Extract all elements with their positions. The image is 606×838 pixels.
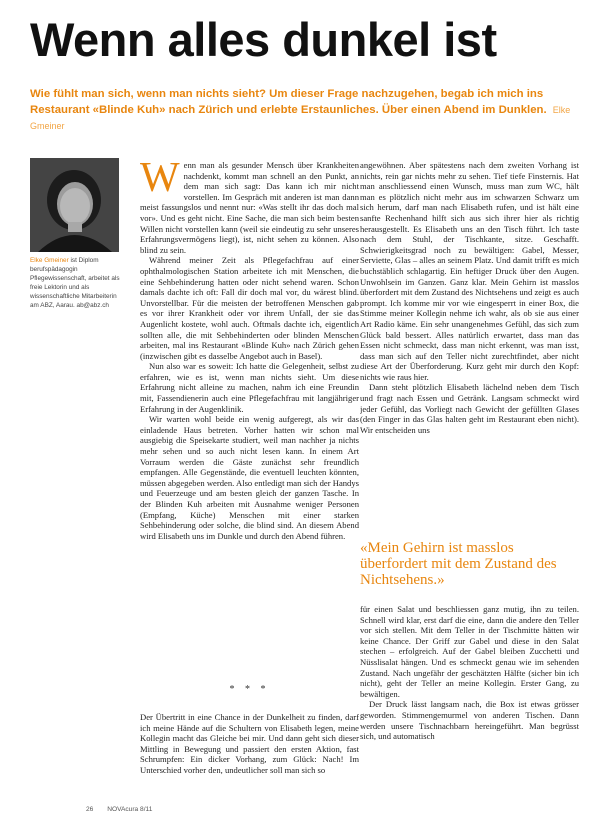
bio-text: ist Diplom berufspädagogin Pflegewissenschaft, arbeitet als freie Lektorin und als wissenschaftliche Mitarbeiterin am ABZ, Aarau. ab@abz.ch	[30, 257, 120, 309]
body-paragraph: angewöhnen. Aber spätestens nach dem zweiten Vorhang ist nichts, rein gar nichts mehr zu sehen. Tief tiefe Finsternis. Hat man anschliessend einen Wunsch, muss man zum WC, hält man es plötzlich nicht mehr aus im schwarzen Schwarz um sich herum, darf man nach Elisabeth rufen, und ist hält eine sanfte Rechenhand hilft sich aus sich ihrer hier als richtig herausgestellt. Es Elisabeth uns an den Tisch führt. Ich taste nach dem Stuhl, der Tischkante, sitze. Geschafft. Schwierigkeitsgrad noch zu bewältigen: Gabel, Messer, Serviette, Glas – alles an seinem Platz. Und damit trifft es mich buchstäblich schlagartig. Ein heftiger Druck über den Augen. Unwohlsein im Ganzen. Ganz klar. Mein Gehirn ist masslos überfordert mit dem Zustand des Nichtsehens und zeigt es auch prompt. Ich komme mir vor wie eingesperrt in einer Box, die Stimme meiner Kollegin nehme ich wahr, als ob sie aus einer Art Radio käme. Ein sehr unangenehmes Gefühl, das sich zum Glück bald bessert. Alles natürlich erwartet, dass man das Essen nicht schmeckt, dass man nicht erkennt, was man isst, dass man sich auf den Teller nicht zurechtfindet, aber nicht diese Art der Überforderung. Kurz geht mir durch den Kopf: nichts wie raus hier.	[360, 160, 579, 382]
publication-name: NOVAcura 8/11	[107, 806, 153, 813]
bio-name: Elke Gmeiner	[30, 257, 69, 264]
author-byline: Elke Gmeiner	[30, 105, 571, 131]
body-column-1	[140, 160, 359, 541]
body-paragraph: Wir warten wohl beide ein wenig aufgeregt, als wir das einladende Haus betreten. Vorher hatten wir schon mal ausgiebig die Speisekarte studiert, weil man nachher ja nichts mehr sehen und so auch nicht lesen kann. In einem Art Vorraum werden die Gäste zunächst sehr freundlich empfangen. Alle Gegenstände, die eventuell leuchten könnten, müssen abgegeben werden. Also entledigt man sich der Handys und Feuerzeuge und am besten gleich der ganzen Tasche. In der Blinden Kuh arbeiten mit Ausnahme weniger Personen (Empfang, Küche) Menschen mit einer starken Sehbehinderung oder solche, die blind sind. An diesem Abend wird Elisabeth uns im Dunkle und durch den Abend führen.	[140, 414, 359, 541]
body-paragraph: Der Druck lässt langsam nach, die Box ist etwas grösser geworden. Stimmengemurmel von anderen Tischen. Dann werden unsere Tischnachbarn hereingeführt. Man begrüsst sich, und automatisch	[360, 699, 579, 742]
body-paragraph: Der Übertritt in eine Chance in der Dunkelheit zu finden, darf ich meine Hände auf die Schultern von Elisabeth legen, meine Kollegin macht das Gleiche bei mir. Und dann geht sich dieser Mittling in Bewegung und passiert den ersten Aktion, fast Schrumpfen: Ein dicker Vorhang, zum Glück: Nach! Im Unterschied vorher den, undeutlicher soll man sich so	[140, 712, 359, 775]
body-paragraph: Dann steht plötzlich Elisabeth lächelnd neben dem Tisch und fragt nach Essen und Getränk. Langsam schmeckt wird jeder Gefühl, das Vorliegt nach Gewicht der gefüllten Glases (den Finger in das Glas halten geht im Restaurant eben nicht). Wir entscheiden uns	[360, 382, 579, 435]
body-column-2	[360, 160, 579, 435]
body-column-2-continued	[360, 604, 579, 742]
body-paragraph: für einen Salat und beschliessen ganz mutig, ihn zu teilen. Schnell wird klar, erst darf die eine, dann die andere den Teller vor sich stellen. Mit dem Teller in der Tischmitte hätten wir keine Chance. Der Griff zur Gabel und diese in den Salat stechen – erfolgreich. Auf der Gabel bleiben Zucchetti und Nüsslisalat hängen. Und es schmeckt genau wie im sehenden Zustand. Nach ungefähr der geschätzten Hälfte (sicher bin ich nicht), geht der Teller an meine Kollegin. Erster Gang, zu bewältigen.	[360, 604, 579, 699]
body-column-1-continued	[140, 712, 359, 776]
article-lead	[30, 86, 578, 134]
portrait-image	[30, 158, 119, 252]
page-footer	[86, 806, 152, 813]
author-photo	[30, 158, 119, 252]
paragraph-text: enn man als gesunder Mensch über Krankheiten nachdenkt, kommt man schnell an den Punkt, an dem man sich sagt: Das kann ich mir nicht vorstellen. Im Gespräch mit anderen ist man dann meist fassungslos und nennt nur: «Was stellt ihr das doch mal vor». Und es geht nicht. Eine Sache, die man sich beim besten Willen nicht vorstellen kann (weil sie eindeutig zu sehr unseres Erfahrungsvermögens liegt), ist, nicht sehen zu können. Also blind zu sein.	[140, 160, 359, 255]
drop-cap: W	[140, 160, 180, 201]
section-divider: * * *	[229, 684, 270, 695]
body-paragraph	[140, 160, 359, 255]
page-number: 26	[86, 806, 94, 813]
article-title: Wenn alles dunkel ist	[30, 13, 497, 66]
body-paragraph: Nun also war es soweit: Ich hatte die Gelegenheit, selbst zu erfahren, wie es ist, wenn man nichts sieht. Um diese Erfahrung nicht alleine zu machen, nahm ich eine Freundin mit, Fassendienerin auch eine Pflegefachfrau mit langjähriger Erfahrung in der Augenklinik.	[140, 361, 359, 414]
lead-text: Wie fühlt man sich, wenn man nichts sieht? Um dieser Frage nachzugehen, begab ich mich ins Restaurant «Blinde Kuh» nach Zürich und erlebte Erstaunliches. Über einen Abend im Dunklen.	[30, 88, 547, 116]
pull-quote: «Mein Gehirn ist masslos überfordert mit dem Zustand des Nichtsehens.»	[360, 540, 557, 588]
author-bio	[30, 256, 122, 310]
body-paragraph: Während meiner Zeit als Pflegefachfrau auf einer ophthalmologischen Station arbeitete ich mit Menschen, die eine Sehbehinderung hatten oder nicht sehend waren. Schon damals dachte ich oft: Fall dir doch mal vor, du wärest blind. Unvorstellbar. Für die meisten der betroffenen Menschen gab es vor ihrer Krankheit oder vor ihrem Unfall, der sie das Augenlicht kostete, wohl auch. Oftmals dachte ich, eigentlich sollten alle, die mit Sehbehinderten oder blinden Menschen arbeiten, mal ins Restaurant «Blinde Kuh» nach Zürich gehen (inzwischen gibt es dasselbe Angebot auch in Basel).	[140, 255, 359, 361]
